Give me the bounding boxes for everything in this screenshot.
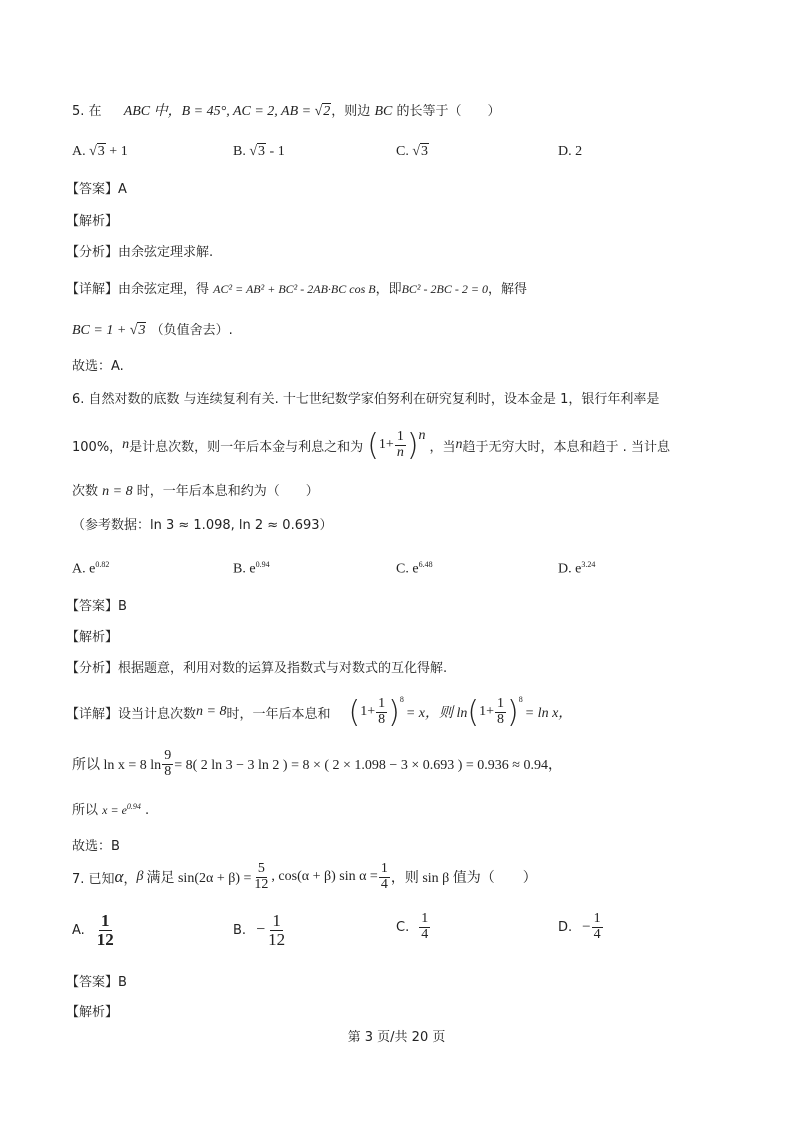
q5-detail-c: ，解得 — [487, 282, 527, 297]
q6-stem2-n: n — [122, 437, 130, 452]
q6-detail-a: 【详解】设当计息次数 — [66, 706, 197, 722]
q7-option-c-value: $\frac{1}{4}$ — [421, 911, 429, 942]
q7-option-d-letter: D. — [558, 919, 573, 935]
q5-option-c: C. √3 — [396, 144, 429, 159]
q6-detail-d: = ln x， — [524, 706, 573, 721]
q5-option-b: B. √3 - 1 — [233, 144, 285, 159]
q6-detail — [66, 691, 572, 733]
q6-stem-line3 — [72, 480, 319, 500]
q6-stem-line1: 6. 自然对数的底数 与连续复利有关. 十七世纪数学家伯努利在研究复利时，设本金是 1，银行年利率是 — [72, 392, 660, 407]
q6-stem2-c: ，当 — [429, 439, 456, 455]
q6-line2-b: = 8( 2 ln 3 − 3 ln 2 ) = 8 × ( 2 × 1.098 − 3 × 0.693 ) = 0.936 ≈ 0.94， — [174, 758, 562, 773]
q5-detail-b: ，即 — [375, 282, 402, 297]
q5-detail2 — [72, 319, 233, 339]
q5-detail-a: 【详解】由余弦定理，得 — [66, 282, 210, 297]
q7-option-c — [396, 912, 431, 942]
q6-stem3-b: 时，一年后本息和约为（ ） — [136, 484, 319, 499]
q5-fenxi: 【分析】由余弦定理求解. — [66, 245, 214, 260]
q5-stem-b: ，则边 — [331, 104, 371, 119]
q5-choice: 故选：A. — [72, 359, 124, 374]
q6-analysis: 【解析】 — [66, 630, 119, 645]
q6-option-a: A. $e^{0.82}$ — [72, 560, 110, 577]
q7-option-a-value: $\frac{1}{12}$ — [96, 911, 114, 949]
q6-detail-expr1: ( 1+ $\frac{1}{8}$ ) $^8$ — [348, 694, 404, 730]
q6-stem2-a: 100%， — [72, 439, 123, 455]
q7-option-b-value: $\frac{1}{12}$ — [268, 911, 286, 949]
q7-option-b: B. − $\frac{1}{12}$ — [233, 911, 286, 949]
q6-line3-m: $x = e^{0.94}$ — [102, 802, 141, 817]
q7-stem-b: 满足 sin(2α + β) = — [146, 871, 252, 886]
q7-option-c-letter: C. — [396, 919, 410, 935]
q7-option-a — [72, 912, 117, 949]
q7-stem-c: , cos(α + β) sin α = — [271, 869, 378, 884]
q5-answer: 【答案】A — [66, 182, 127, 197]
q7-option-d-value: $\frac{1}{4}$ — [593, 911, 601, 942]
page-footer: 第 3 页/共 20 页 — [347, 1030, 446, 1045]
q6-detail-expr2: ( 1+ $\frac{1}{8}$ ) $^8$ — [467, 694, 523, 730]
q6-option-c: C. $e^{6.48}$ — [396, 560, 433, 577]
q5-option-d: D. 2 — [558, 144, 583, 159]
q6-stem-line2 — [72, 425, 670, 465]
q6-option-b: B. $e^{0.94}$ — [233, 560, 270, 577]
q6-stem2-n2: n — [455, 437, 463, 452]
q6-line2-a: 所以 ln x = 8 ln — [72, 758, 162, 773]
q6-line3 — [72, 799, 149, 818]
q5-detail-m1: AC² = AB² + BC² - 2AB·BC cos B — [213, 282, 376, 296]
q6-reference-data: （参考数据：ln 3 ≈ 1.098, ln 2 ≈ 0.693） — [72, 518, 333, 533]
q5-stem-math: ABC 中，B = 45°, AC = 2, AB = √2 — [123, 104, 331, 119]
q6-detail-m: n = 8 — [196, 704, 227, 719]
q7-frac-5-12: $\frac{5}{12}$ — [254, 860, 269, 892]
q7-stem-a: 7. 已知 — [72, 871, 115, 887]
q6-compound-expression: ( 1+ $\frac{1}{n}$ ) n — [367, 427, 426, 463]
q5-detail — [66, 278, 527, 297]
q7-answer: 【答案】B — [66, 975, 127, 990]
q7-stem-d: ，则 sin β 值为（ ） — [390, 871, 537, 886]
q5-option-a: A. √3 + 1 — [72, 144, 128, 159]
q6-line2 — [72, 747, 562, 781]
q6-answer: 【答案】B — [66, 599, 127, 614]
q6-frac-9-8: $\frac{9}{8}$ — [164, 747, 172, 779]
q6-fenxi: 【分析】根据题意，利用对数的运算及指数式与对数式的互化得解. — [66, 661, 448, 676]
q6-line3-a: 所以 — [72, 803, 99, 818]
q5-detail-m2: BC² - 2BC - 2 = 0 — [401, 282, 488, 296]
q6-stem3-m: n = 8 — [102, 484, 133, 499]
q7-option-d: D. − $\frac{1}{4}$ — [558, 911, 601, 942]
q6-stem3-a: 次数 — [72, 484, 99, 499]
q5-stem — [72, 100, 501, 120]
q6-stem2-d: 趋于无穷大时，本息和趋于 . 当计息 — [462, 439, 670, 455]
q7-option-b-letter: B. — [233, 922, 247, 938]
q6-stem2-b: 是计息次数，则一年后本金与利息之和为 — [129, 439, 364, 455]
q5-analysis: 【解析】 — [66, 214, 119, 229]
q7-analysis: 【解析】 — [66, 1005, 119, 1020]
q6-option-d: D. $e^{3.24}$ — [558, 560, 596, 577]
q5-detail2-t: （负值舍去）. — [150, 323, 233, 338]
q6-detail-b: 时，一年后本息和 — [226, 706, 331, 722]
q6-line3-b: . — [145, 803, 150, 818]
q7-option-a-letter: A. — [72, 922, 85, 938]
q5-detail2-m: BC = 1 + √3 — [72, 323, 146, 338]
q6-choice: 故选：B — [72, 839, 120, 854]
q5-stem-c: 的长等于（ ） — [396, 104, 501, 119]
q5-stem-a: 5. 在 — [72, 104, 102, 119]
q7-frac-1-4: $\frac{1}{4}$ — [380, 860, 388, 892]
q7-stem — [72, 860, 537, 894]
q6-detail-c: = x，则 ln — [405, 706, 468, 721]
q7-sep: ， — [123, 871, 137, 887]
q7-beta: β — [136, 869, 144, 884]
q5-stem-var: BC — [374, 104, 393, 119]
q7-alpha: α — [114, 867, 124, 886]
